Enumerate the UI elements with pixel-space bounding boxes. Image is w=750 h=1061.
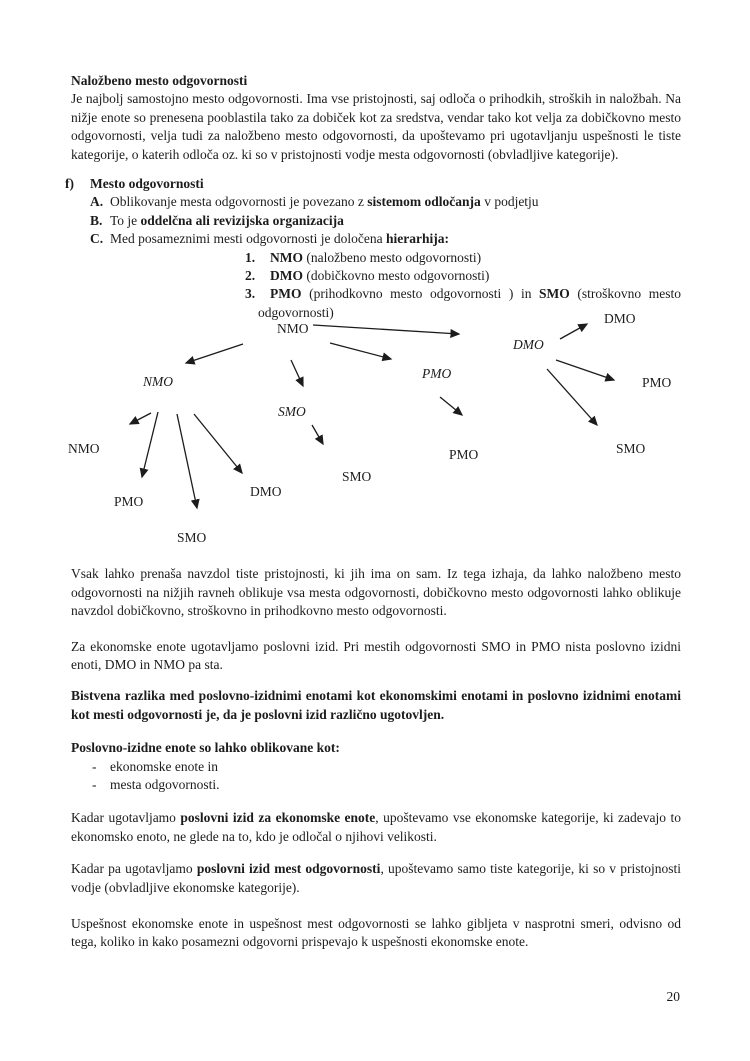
list-item-B-bold: oddelčna ali revizijska organizacija <box>140 212 344 228</box>
list-item-A-marker: A. <box>90 194 104 210</box>
numbered-item-3-bold2: SMO <box>539 286 570 302</box>
diagram-node-nmo: NMO <box>68 441 100 457</box>
diagram-node-pmo: PMO <box>114 494 144 510</box>
numbered-item-2-marker: 2. <box>245 268 256 284</box>
diagram-arrow <box>186 344 243 363</box>
dash-item-1-marker: - <box>92 758 97 774</box>
paragraph-kadar-pa <box>71 860 681 897</box>
diagram-arrow <box>130 413 151 424</box>
diagram-node-pmo: PMO <box>449 447 479 463</box>
list-item-A-bold: sistemom odločanja <box>367 194 481 210</box>
diagram-arrow <box>291 360 303 386</box>
intro-paragraph: Je najbolj samostojno mesto odgovornosti. Ima vse pristojnosti, saj odloča o prihodkih, stroških in naložbah. Na nižje enote so prenesena pooblastila tako za dobiček kot za sredstva, vendar tako kot velja za dobičkovno mesto odgovornosti, velja tudi za naložbeno mesto odgovornosti, da upoštevamo pri ugotavljanju uspešnosti le tiste kategorije, o katerih odloča oz. ki so v pristojnosti vodje mesta odgovornosti (obvladljive kategorije). <box>71 91 681 162</box>
heading-poslovno-izidne: Poslovno-izidne enote so lahko oblikovane kot: <box>71 740 340 756</box>
diagram-arrow <box>313 325 459 334</box>
dash-item-2 <box>71 776 681 794</box>
diagram-arrow <box>330 343 391 359</box>
numbered-item-3 <box>71 285 681 322</box>
numbered-item-3-text2: (stroškovno mesto odgovornosti) <box>258 286 681 320</box>
diagram-arrow <box>560 324 587 339</box>
dash-item-1 <box>71 758 681 776</box>
paragraph-uspesnost: Uspešnost ekonomske enote in uspešnost mest odgovornosti se lahko gibljeta v nasprotni smeri, odvisno od tega, koliko in kako posamezni odgovorni prispevajo k uspešnosti ekonomske enote. <box>71 915 681 950</box>
list-item-A <box>71 193 681 211</box>
numbered-item-1-marker: 1. <box>245 249 256 265</box>
page-number: 20 <box>666 989 680 1004</box>
numbered-item-3-marker: 3. <box>245 286 256 302</box>
diagram-arrow <box>556 360 614 380</box>
numbered-item-1-text: (naložbeno mesto odgovornosti) <box>303 249 482 265</box>
numbered-item-2 <box>71 267 681 285</box>
p6-bold: poslovni izid mest odgovornosti <box>196 861 381 877</box>
diagram-arrows <box>0 322 750 558</box>
dash-item-1-text: ekonomske enote in <box>110 758 218 774</box>
p6-text: Kadar pa ugotavljamo <box>71 861 197 877</box>
diagram-arrow <box>547 369 597 425</box>
p5-bold: poslovni izid za ekonomske enote <box>180 810 376 826</box>
diagram-arrow <box>177 414 197 508</box>
list-f-marker: f) <box>65 176 74 192</box>
diagram-node-dmo: DMO <box>250 484 282 500</box>
diagram-node-dmo: DMO <box>604 311 636 327</box>
diagram-node-pmo: PMO <box>642 375 672 391</box>
list-f-heading <box>65 175 681 193</box>
diagram-node-smo: SMO <box>342 469 372 485</box>
diagram-arrow <box>312 425 323 444</box>
numbered-item-3-text: (prihodkovno mesto odgovornosti ) in <box>301 286 540 302</box>
text-column <box>65 0 681 952</box>
list-item-C-marker: C. <box>90 231 104 247</box>
section-title: Naložbeno mesto odgovornosti <box>71 73 248 88</box>
list-item-B <box>71 212 681 230</box>
numbered-item-2-bold: DMO <box>270 268 303 284</box>
list-item-B-marker: B. <box>90 212 103 228</box>
diagram-node-smo: SMO <box>616 441 646 457</box>
paragraph-kadar-ugotavljamo <box>71 809 681 846</box>
list-item-B-text: To je <box>110 212 141 228</box>
list-item-A-text2: v podjetju <box>480 194 539 210</box>
numbered-item-1 <box>71 249 681 267</box>
diagram-arrow <box>194 414 242 473</box>
p6-text2: , upoštevamo samo tiste kategorije, ki so v pristojnosti vodje (obvladljive ekonomske kategorije). <box>71 861 681 895</box>
paragraph-za-ekonomske: Za ekonomske enote ugotavljamo poslovni izid. Pri mestih odgovornosti SMO in PMO nista poslovno izidni enoti, DMO in NMO pa sta. <box>71 638 681 672</box>
diagram-node-nmo-italic: NMO <box>143 374 173 390</box>
list-item-C-text: Med posameznimi mesti odgovornosti je določena <box>110 231 386 247</box>
list-item-C <box>71 230 681 248</box>
diagram-arrow <box>142 412 158 477</box>
list-item-C-bold: hierarhija: <box>385 231 449 247</box>
numbered-item-1-bold: NMO <box>270 249 303 265</box>
dash-item-2-text: mesta odgovornosti. <box>110 776 220 792</box>
diagram-node-smo-italic: SMO <box>278 404 306 420</box>
diagram-node-pmo-italic: PMO <box>422 366 452 382</box>
paragraph-bistvena-razlika: Bistvena razlika med poslovno-izidnimi enotami kot ekonomskimi enotami in poslovno izidnimi enotami kot mesti odgovornosti je, da je poslovni izid različno ugotovljen. <box>71 688 681 722</box>
diagram-node-smo: SMO <box>177 530 207 546</box>
paragraph-vsak: Vsak lahko prenaša navzdol tiste pristojnosti, ki jih ima on sam. Iz tega izhaja, da lahko naložbeno mesto odgovornosti na nižjih ravneh oblikuje vsa mesta odgovornosti, dobičkovno mesto odgovornosti lahko oblikuje navzdol dobičkovno, stroškovno in prihodkovno mesto odgovornosti. <box>71 566 681 619</box>
numbered-item-3-bold: PMO <box>270 286 302 302</box>
diagram-node-nmo: NMO <box>277 321 309 337</box>
list-f-section <box>65 175 681 322</box>
list-f-title: Mesto odgovornosti <box>90 176 204 192</box>
responsibility-hierarchy-diagram <box>0 311 750 552</box>
list-item-A-text: Oblikovanje mesta odgovornosti je povezano z <box>110 194 368 210</box>
diagram-arrow <box>440 397 462 415</box>
p5-text: Kadar ugotavljamo <box>71 810 181 826</box>
numbered-item-2-text: (dobičkovno mesto odgovornosti) <box>303 268 490 284</box>
diagram-node-dmo-italic: DMO <box>513 337 544 353</box>
dash-item-2-marker: - <box>92 776 97 792</box>
p5-text2: , upoštevamo vse ekonomske kategorije, ki zadevajo to ekonomsko enoto, ne glede na to, kdo je odločal o njihovi velikosti. <box>71 810 681 844</box>
